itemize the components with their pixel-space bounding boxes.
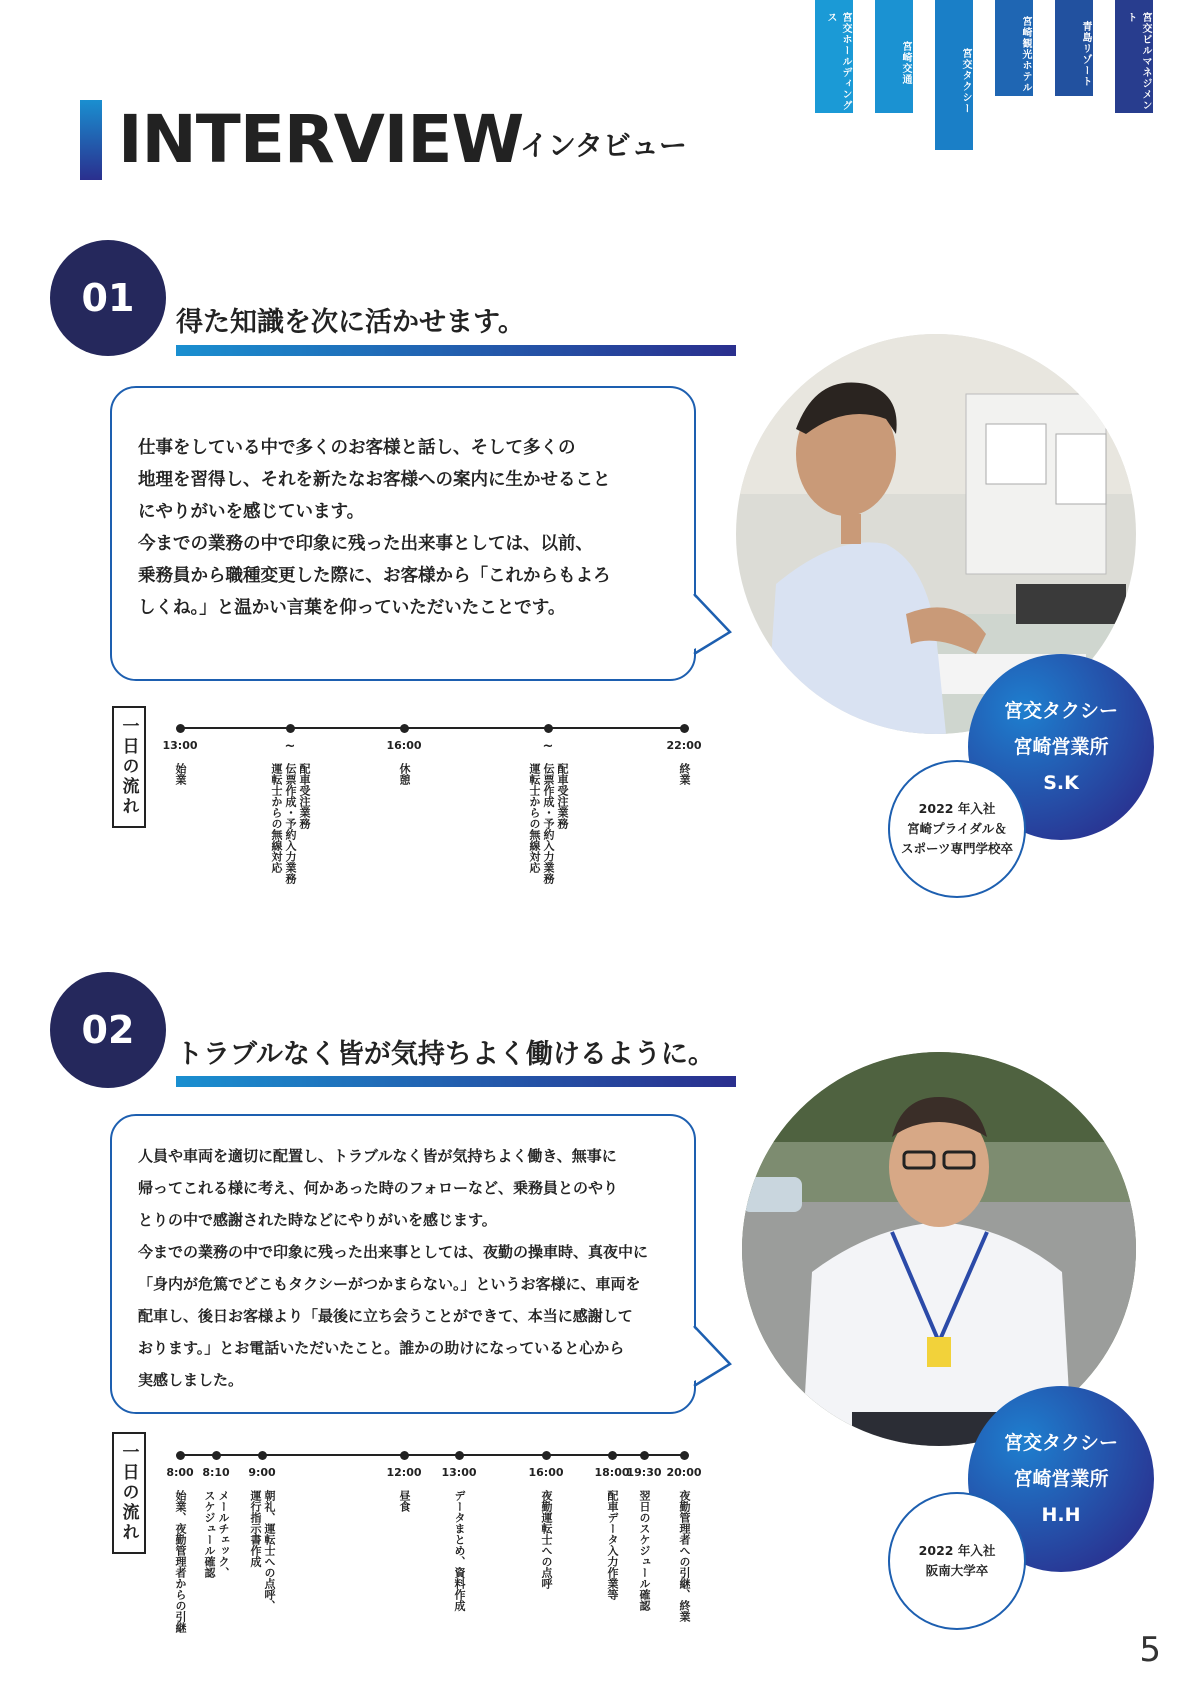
text-line: にやりがいを感じています。 <box>138 502 365 522</box>
timeline-activity: 始業 <box>174 763 187 785</box>
title-underline-02 <box>176 1076 736 1087</box>
timeline-time: 8:10 <box>202 1466 230 1479</box>
timeline-activity: 終業 <box>678 763 691 785</box>
timeline-dot <box>680 1451 689 1460</box>
timeline-activity: データまとめ、資料作成 <box>453 1490 466 1611</box>
text-line: とりの中で感謝された時などにやりがいを感じます。 <box>138 1211 497 1229</box>
timeline-dot <box>286 724 295 733</box>
timeline-activity: 休憩 <box>398 763 411 785</box>
school-line: スポーツ専門学校卒 <box>900 841 1013 856</box>
timeline-dot <box>544 724 553 733</box>
timeline-label-02: 一日の流れ <box>112 1432 146 1554</box>
timeline-activity: 朝礼、運転士への点呼、 運行指示書作成 <box>249 1490 276 1611</box>
interview-text-01 <box>138 432 698 624</box>
timeline-activity: 夜勤運転士への点呼 <box>540 1490 553 1589</box>
text-line: 配車し、後日お客様より「最後に立ち会うことができて、本当に感謝して <box>138 1307 633 1325</box>
school-line: 阪南大学卒 <box>925 1563 989 1578</box>
timeline-time: 13:00 <box>162 739 198 752</box>
timeline-activity: 配車受注業務 伝票作成・予約入力業務 運転士からの無線対応 <box>528 763 569 884</box>
timeline-dot <box>608 1451 617 1460</box>
timeline-dot <box>455 1451 464 1460</box>
timeline-time: 16:00 <box>528 1466 564 1479</box>
header-accent-bar <box>80 100 102 180</box>
interview-title-01: 得た知識を次に活かせます。 <box>176 307 525 338</box>
timeline-activity: 配車受注業務 伝票作成・予約入力業務 運転士からの無線対応 <box>270 763 311 884</box>
tab-miyako-building-management[interactable]: 宮交ビルマネジメント <box>1115 0 1153 113</box>
timeline-dot <box>176 724 185 733</box>
company-name: 宮交タクシー <box>1003 1432 1118 1454</box>
timeline-activity: 夜勤管理者への引継、終業 <box>678 1490 691 1622</box>
join-year: 2022 年入社 <box>918 801 996 816</box>
title-underline-01 <box>176 345 736 356</box>
timeline-dot <box>212 1451 221 1460</box>
company-name: 宮交タクシー <box>1003 700 1118 722</box>
office-name: 宮崎営業所 <box>1013 736 1109 758</box>
text-line: 帰ってこれる様に考え、何かあった時のフォローなど、乗務員とのやり <box>138 1179 619 1197</box>
tab-aoshima-resort[interactable]: 青島リゾート <box>1055 0 1093 96</box>
timeline-dot <box>542 1451 551 1460</box>
timeline-time: 19:30 <box>626 1466 662 1479</box>
text-line: 実感しました。 <box>138 1371 244 1389</box>
timeline-label-01: 一日の流れ <box>112 706 146 828</box>
timeline-dot <box>640 1451 649 1460</box>
timeline-time: 20:00 <box>666 1466 702 1479</box>
text-line: 人員や車両を適切に配置し、トラブルなく皆が気持ちよく働き、無事に <box>138 1147 617 1165</box>
page-title: INTERVIEW <box>118 101 524 178</box>
timeline-time: 18:00 <box>594 1466 630 1479</box>
office-name: 宮崎営業所 <box>1013 1468 1109 1490</box>
timeline-dot <box>400 724 409 733</box>
timeline-activity: 始業、夜勤管理者からの引継 <box>174 1490 187 1633</box>
timeline-time: 16:00 <box>386 739 422 752</box>
text-line: 今までの業務の中で印象に残った出来事としては、夜勤の操車時、真夜中に <box>138 1243 649 1261</box>
timeline-time: 9:00 <box>248 1466 276 1479</box>
tab-miyazaki-kotsu[interactable]: 宮崎交通 <box>875 0 913 113</box>
timeline-dot <box>400 1451 409 1460</box>
timeline-time: 22:00 <box>666 739 702 752</box>
timeline-activity: 昼食 <box>398 1490 411 1512</box>
text-line: 乗務員から職種変更した際に、お客様から「これからもよろ <box>138 566 611 586</box>
initials: S.K <box>1043 772 1079 794</box>
timeline-dot <box>680 724 689 733</box>
interview-text-02 <box>138 1140 698 1396</box>
timeline-activity: 配車データ入力作業等 <box>606 1490 619 1600</box>
page-number: 5 <box>1139 1630 1161 1670</box>
timeline-activity: 翌日のスケジュール確認 <box>638 1490 651 1611</box>
text-line: 「身内が危篤でどこもタクシーがつかまらない。」というお客様に、車両を <box>138 1275 641 1293</box>
text-line: おります。」とお電話いただいたこと。誰かの助けになっていると心から <box>138 1339 625 1357</box>
tab-miyako-taxi[interactable]: 宮交タクシー <box>935 0 973 150</box>
text-line: 仕事をしている中で多くのお客様と話し、そして多くの <box>138 438 576 458</box>
text-line: 地理を習得し、それを新たなお客様への案内に生かせること <box>138 470 611 490</box>
school-line: 宮崎プライダル＆ <box>907 821 1007 836</box>
interview-title-02: トラブルなく皆が気持ちよく働けるように。 <box>176 1039 715 1070</box>
join-year: 2022 年入社 <box>918 1543 996 1558</box>
interview-number-02: 02 <box>50 972 166 1088</box>
timeline-range-marker: ~ <box>542 739 554 754</box>
tab-miyako-holdings[interactable]: 宮交ホールディングス <box>815 0 853 113</box>
company-tabs <box>815 0 1167 170</box>
timeline-line-01 <box>180 727 684 729</box>
initials: H.H <box>1041 1504 1081 1526</box>
timeline-time: 13:00 <box>441 1466 477 1479</box>
interview-number-01: 01 <box>50 240 166 356</box>
tab-miyazaki-kanko-hotel[interactable]: 宮崎観光ホテル <box>995 0 1033 96</box>
timeline-time: 12:00 <box>386 1466 422 1479</box>
timeline-range-marker: ~ <box>284 739 296 754</box>
text-line: 今までの業務の中で印象に残った出来事としては、以前、 <box>138 534 593 554</box>
timeline-activity: メールチェック、 スケジュール確認 <box>203 1490 230 1578</box>
text-line: しくね。」と温かい言葉を仰っていただいたことです。 <box>138 598 566 618</box>
page-subtitle: インタビュー <box>520 129 687 162</box>
timeline-time: 8:00 <box>166 1466 194 1479</box>
timeline-dot <box>176 1451 185 1460</box>
interviewee-info-01 <box>888 760 1026 898</box>
interviewee-info-02 <box>888 1492 1026 1630</box>
timeline-dot <box>258 1451 267 1460</box>
